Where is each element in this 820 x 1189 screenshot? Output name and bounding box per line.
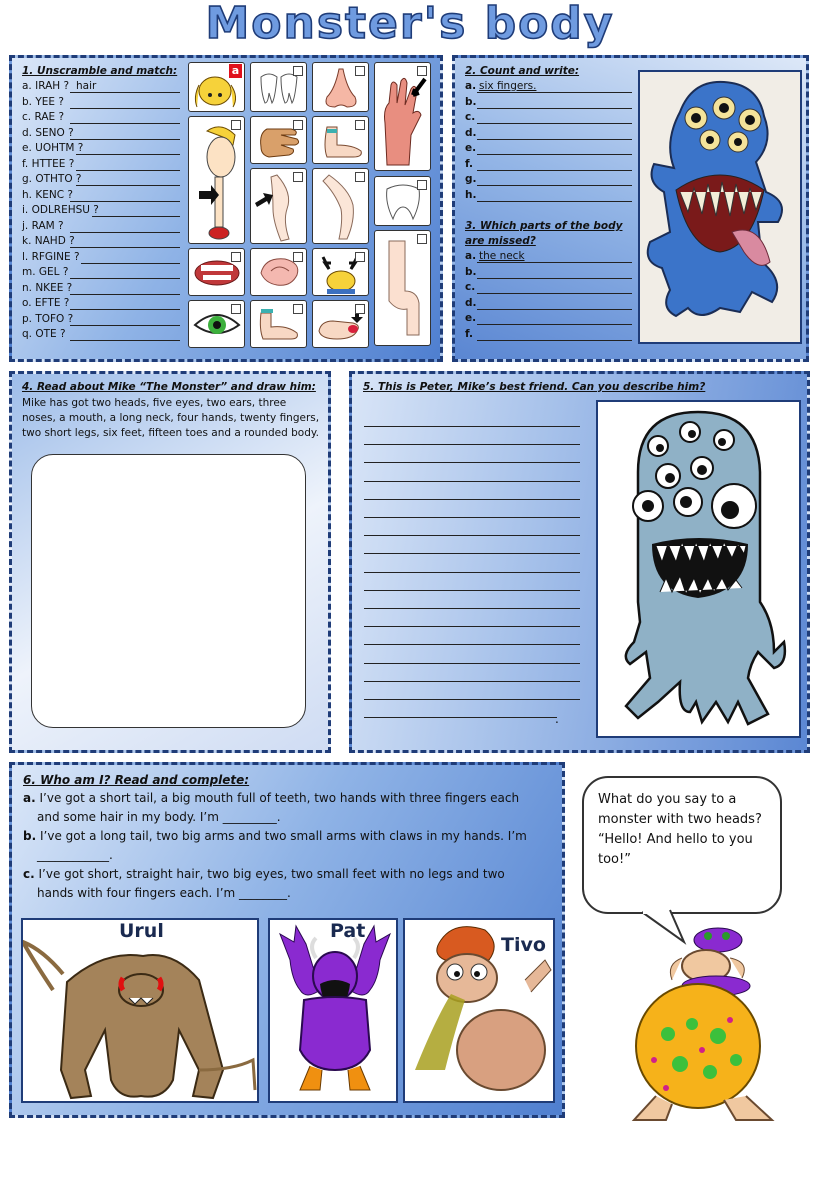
answer-line[interactable]: [477, 92, 632, 93]
answer-checkbox[interactable]: [293, 252, 303, 262]
tooth-picture[interactable]: [374, 176, 431, 226]
writing-line[interactable]: [364, 608, 580, 609]
hand-picture[interactable]: [250, 116, 307, 164]
riddle-letter: a.: [23, 791, 36, 805]
scrambled-word: q. OTE ?: [22, 328, 66, 340]
answer-checkbox[interactable]: [355, 252, 365, 262]
item-letter: a.: [465, 250, 477, 262]
writing-line[interactable]: [364, 499, 580, 500]
feet-picture[interactable]: [312, 248, 369, 296]
item-letter: g.: [465, 173, 477, 185]
answer-checkbox[interactable]: [293, 66, 303, 76]
answer-line[interactable]: [81, 263, 180, 264]
scrambled-word: i. ODLREHSU ?: [22, 204, 99, 216]
drawing-area[interactable]: [31, 454, 306, 728]
scrambled-word: l. RFGINE ?: [22, 250, 80, 263]
joke-answer: “Hello! And hello to you too!”: [598, 832, 753, 867]
example-tag: a: [229, 64, 242, 78]
answer-line[interactable]: [477, 278, 632, 279]
answer-text: hair: [76, 80, 97, 92]
writing-line[interactable]: [364, 553, 580, 554]
answer-line[interactable]: [70, 309, 180, 310]
two-headed-monster-illustration: [626, 924, 776, 1124]
answer-checkbox[interactable]: [231, 252, 241, 262]
answer-line[interactable]: [70, 294, 180, 295]
hair-picture[interactable]: [188, 62, 245, 112]
exercise-1-panel: [9, 55, 443, 362]
writing-line[interactable]: [364, 535, 580, 536]
finger-picture[interactable]: [374, 62, 431, 171]
answer-line[interactable]: [70, 123, 180, 124]
toes-picture[interactable]: [250, 300, 307, 348]
scrambled-word: e. UOHTM ?: [22, 142, 84, 154]
finger-icon: [375, 63, 431, 171]
answer-checkbox[interactable]: [293, 120, 303, 130]
exercise-2-3-panel: [452, 55, 809, 362]
item-letter: b.: [465, 265, 477, 278]
answer-line[interactable]: [70, 232, 180, 233]
answer-line[interactable]: [477, 170, 632, 171]
answer-line[interactable]: [477, 154, 632, 155]
answer-checkbox[interactable]: [417, 180, 427, 190]
pat-label: Pat: [330, 920, 366, 942]
scrambled-word: a. IRAH ?: [22, 80, 70, 92]
item-letter: e.: [465, 312, 477, 324]
answer-checkbox[interactable]: [355, 172, 365, 182]
answer-checkbox[interactable]: [355, 120, 365, 130]
scrambled-word: o. EFTE ?: [22, 297, 70, 309]
answer-line[interactable]: [477, 293, 632, 294]
answer-line[interactable]: [477, 123, 632, 124]
exercise-5-panel: [349, 371, 810, 753]
riddle-text: I’ve got a long tail, two big arms and two small arms with claws in my hands. I’m ____________.: [37, 829, 527, 862]
writing-line[interactable]: [364, 517, 580, 518]
answer-checkbox[interactable]: [417, 66, 427, 76]
arm-icon: [375, 231, 431, 346]
pat-card: [268, 918, 398, 1103]
blue-monster-illustration: [640, 72, 802, 344]
answer-checkbox[interactable]: [417, 234, 427, 244]
writing-line[interactable]: [364, 663, 580, 664]
scrambled-word: d. SENO ?: [22, 126, 74, 139]
item-letter: h.: [465, 188, 477, 201]
scrambled-word: j. RAM ?: [22, 219, 64, 232]
scrambled-word: m. GEL ?: [22, 266, 69, 278]
answer-line[interactable]: [477, 309, 632, 310]
exercise-3-heading: 3. Which parts of the body are missed?: [465, 220, 623, 247]
riddle-item: [23, 827, 543, 865]
scrambled-word: h. KENC ?: [22, 188, 73, 201]
answer-line[interactable]: [70, 92, 180, 93]
shoulder-picture[interactable]: [374, 230, 431, 346]
answer-line[interactable]: [70, 108, 180, 109]
item-letter: c.: [465, 111, 476, 123]
answer-line[interactable]: [477, 108, 632, 109]
scrambled-word: c. RAE ?: [22, 111, 65, 123]
joke-question: What do you say to a monster with two heads?: [598, 792, 762, 827]
answer-line[interactable]: [70, 278, 180, 279]
riddle-letter: c.: [23, 867, 35, 881]
monster-picture: [638, 70, 802, 344]
item-letter: d.: [465, 126, 477, 139]
answer-text: the neck: [479, 250, 525, 262]
exercise-4-panel: [9, 371, 331, 753]
item-letter: f.: [465, 157, 473, 170]
item-letter: b.: [465, 95, 477, 108]
answer-line[interactable]: [477, 201, 632, 202]
writing-line[interactable]: [364, 444, 580, 445]
scrambled-word: n. NKEE ?: [22, 281, 73, 294]
riddle-text: I’ve got short, straight hair, two big eyes, two small feet with no legs and two hands with four fingers each. I’m ________.: [37, 867, 505, 900]
page-title: Monster's body: [205, 0, 615, 49]
answer-line[interactable]: [70, 139, 180, 140]
writing-line[interactable]: [364, 699, 580, 700]
urul-label: Urul: [119, 920, 164, 942]
answer-checkbox[interactable]: [293, 172, 303, 182]
exercise-1-heading: 1. Unscramble and match:: [22, 65, 178, 77]
writing-line[interactable]: [364, 572, 580, 573]
riddle-item: [23, 865, 543, 903]
peter-monster-illustration: [598, 402, 801, 738]
urul-illustration: [23, 920, 259, 1103]
answer-checkbox[interactable]: [355, 304, 365, 314]
exercise-5-heading: 5. This is Peter, Mike’s best friend. Can you describe him?: [363, 381, 706, 393]
neck-icon: [189, 117, 245, 244]
writing-line[interactable]: [364, 590, 580, 591]
item-letter: d.: [465, 296, 477, 309]
answer-checkbox[interactable]: [355, 66, 365, 76]
writing-line[interactable]: [364, 481, 580, 482]
writing-line[interactable]: [364, 681, 580, 682]
answer-checkbox[interactable]: [231, 120, 241, 130]
joke-bubble: [582, 776, 782, 914]
riddle-letter: b.: [23, 829, 37, 843]
answer-line[interactable]: [477, 340, 632, 341]
exercise-4-text: Mike has got two heads, five eyes, two ears, three noses, a mouth, a long neck, four hands, twenty fingers, two short legs, six feet, fifteen toes and a rounded body.: [22, 397, 320, 439]
answer-line[interactable]: [76, 170, 181, 171]
tivo-label: Tivo: [501, 934, 546, 956]
scrambled-word: g. OTHTO ?: [22, 173, 82, 185]
scrambled-word: p. TOFO ?: [22, 312, 74, 325]
nose-picture[interactable]: [312, 62, 369, 112]
answer-line[interactable]: [76, 154, 181, 155]
item-letter: f.: [465, 327, 473, 340]
eye-picture[interactable]: [188, 300, 245, 348]
mouth-picture[interactable]: [188, 248, 245, 296]
answer-line[interactable]: [477, 324, 632, 325]
riddle-text: I’ve got a short tail, a big mouth full of teeth, two hands with three fingers each and some hair in my body. I’m _________.: [37, 791, 520, 824]
teeth-picture[interactable]: [250, 62, 307, 112]
answer-checkbox[interactable]: [293, 304, 303, 314]
peter-picture: [596, 400, 801, 738]
answer-line[interactable]: [76, 185, 181, 186]
exercise-6-heading: 6. Who am I? Read and complete:: [23, 773, 250, 787]
tivo-card: [403, 918, 555, 1103]
answer-line[interactable]: [477, 262, 632, 263]
pat-illustration: [270, 920, 398, 1103]
urul-card: [21, 918, 259, 1103]
answer-line[interactable]: [70, 247, 180, 248]
exercise-4-heading: 4. Read about Mike “The Monster” and draw him:: [22, 381, 316, 393]
answer-line[interactable]: [477, 185, 632, 186]
exercise-6-panel: [9, 762, 565, 1118]
item-letter: e.: [465, 142, 477, 154]
answer-line[interactable]: [92, 216, 180, 217]
ear-picture[interactable]: [250, 248, 307, 296]
scrambled-word: b. YEE ?: [22, 95, 64, 108]
answer-text: six fingers.: [479, 80, 537, 92]
knee-picture[interactable]: [312, 168, 369, 244]
scrambled-word: k. NAHD ?: [22, 235, 75, 247]
foot-picture[interactable]: [312, 116, 369, 164]
answer-line[interactable]: [70, 201, 180, 202]
end-mark: .: [555, 712, 559, 726]
answer-line[interactable]: [70, 325, 180, 326]
writing-line[interactable]: [364, 462, 580, 463]
item-letter: a.: [465, 80, 477, 92]
writing-line[interactable]: [364, 426, 580, 427]
answer-line[interactable]: [477, 139, 632, 140]
riddle-item: [23, 789, 543, 827]
neck-picture[interactable]: [188, 116, 245, 244]
writing-line[interactable]: [364, 644, 580, 645]
answer-line[interactable]: [70, 340, 180, 341]
toe-picture[interactable]: [312, 300, 369, 348]
writing-line[interactable]: [364, 626, 580, 627]
answer-checkbox[interactable]: [231, 304, 241, 314]
writing-line[interactable]: [364, 717, 557, 718]
exercise-2-heading: 2. Count and write:: [465, 65, 580, 77]
scrambled-word: f. HTTEE ?: [22, 157, 75, 170]
item-letter: c.: [465, 281, 476, 293]
arm-picture[interactable]: [250, 168, 307, 244]
